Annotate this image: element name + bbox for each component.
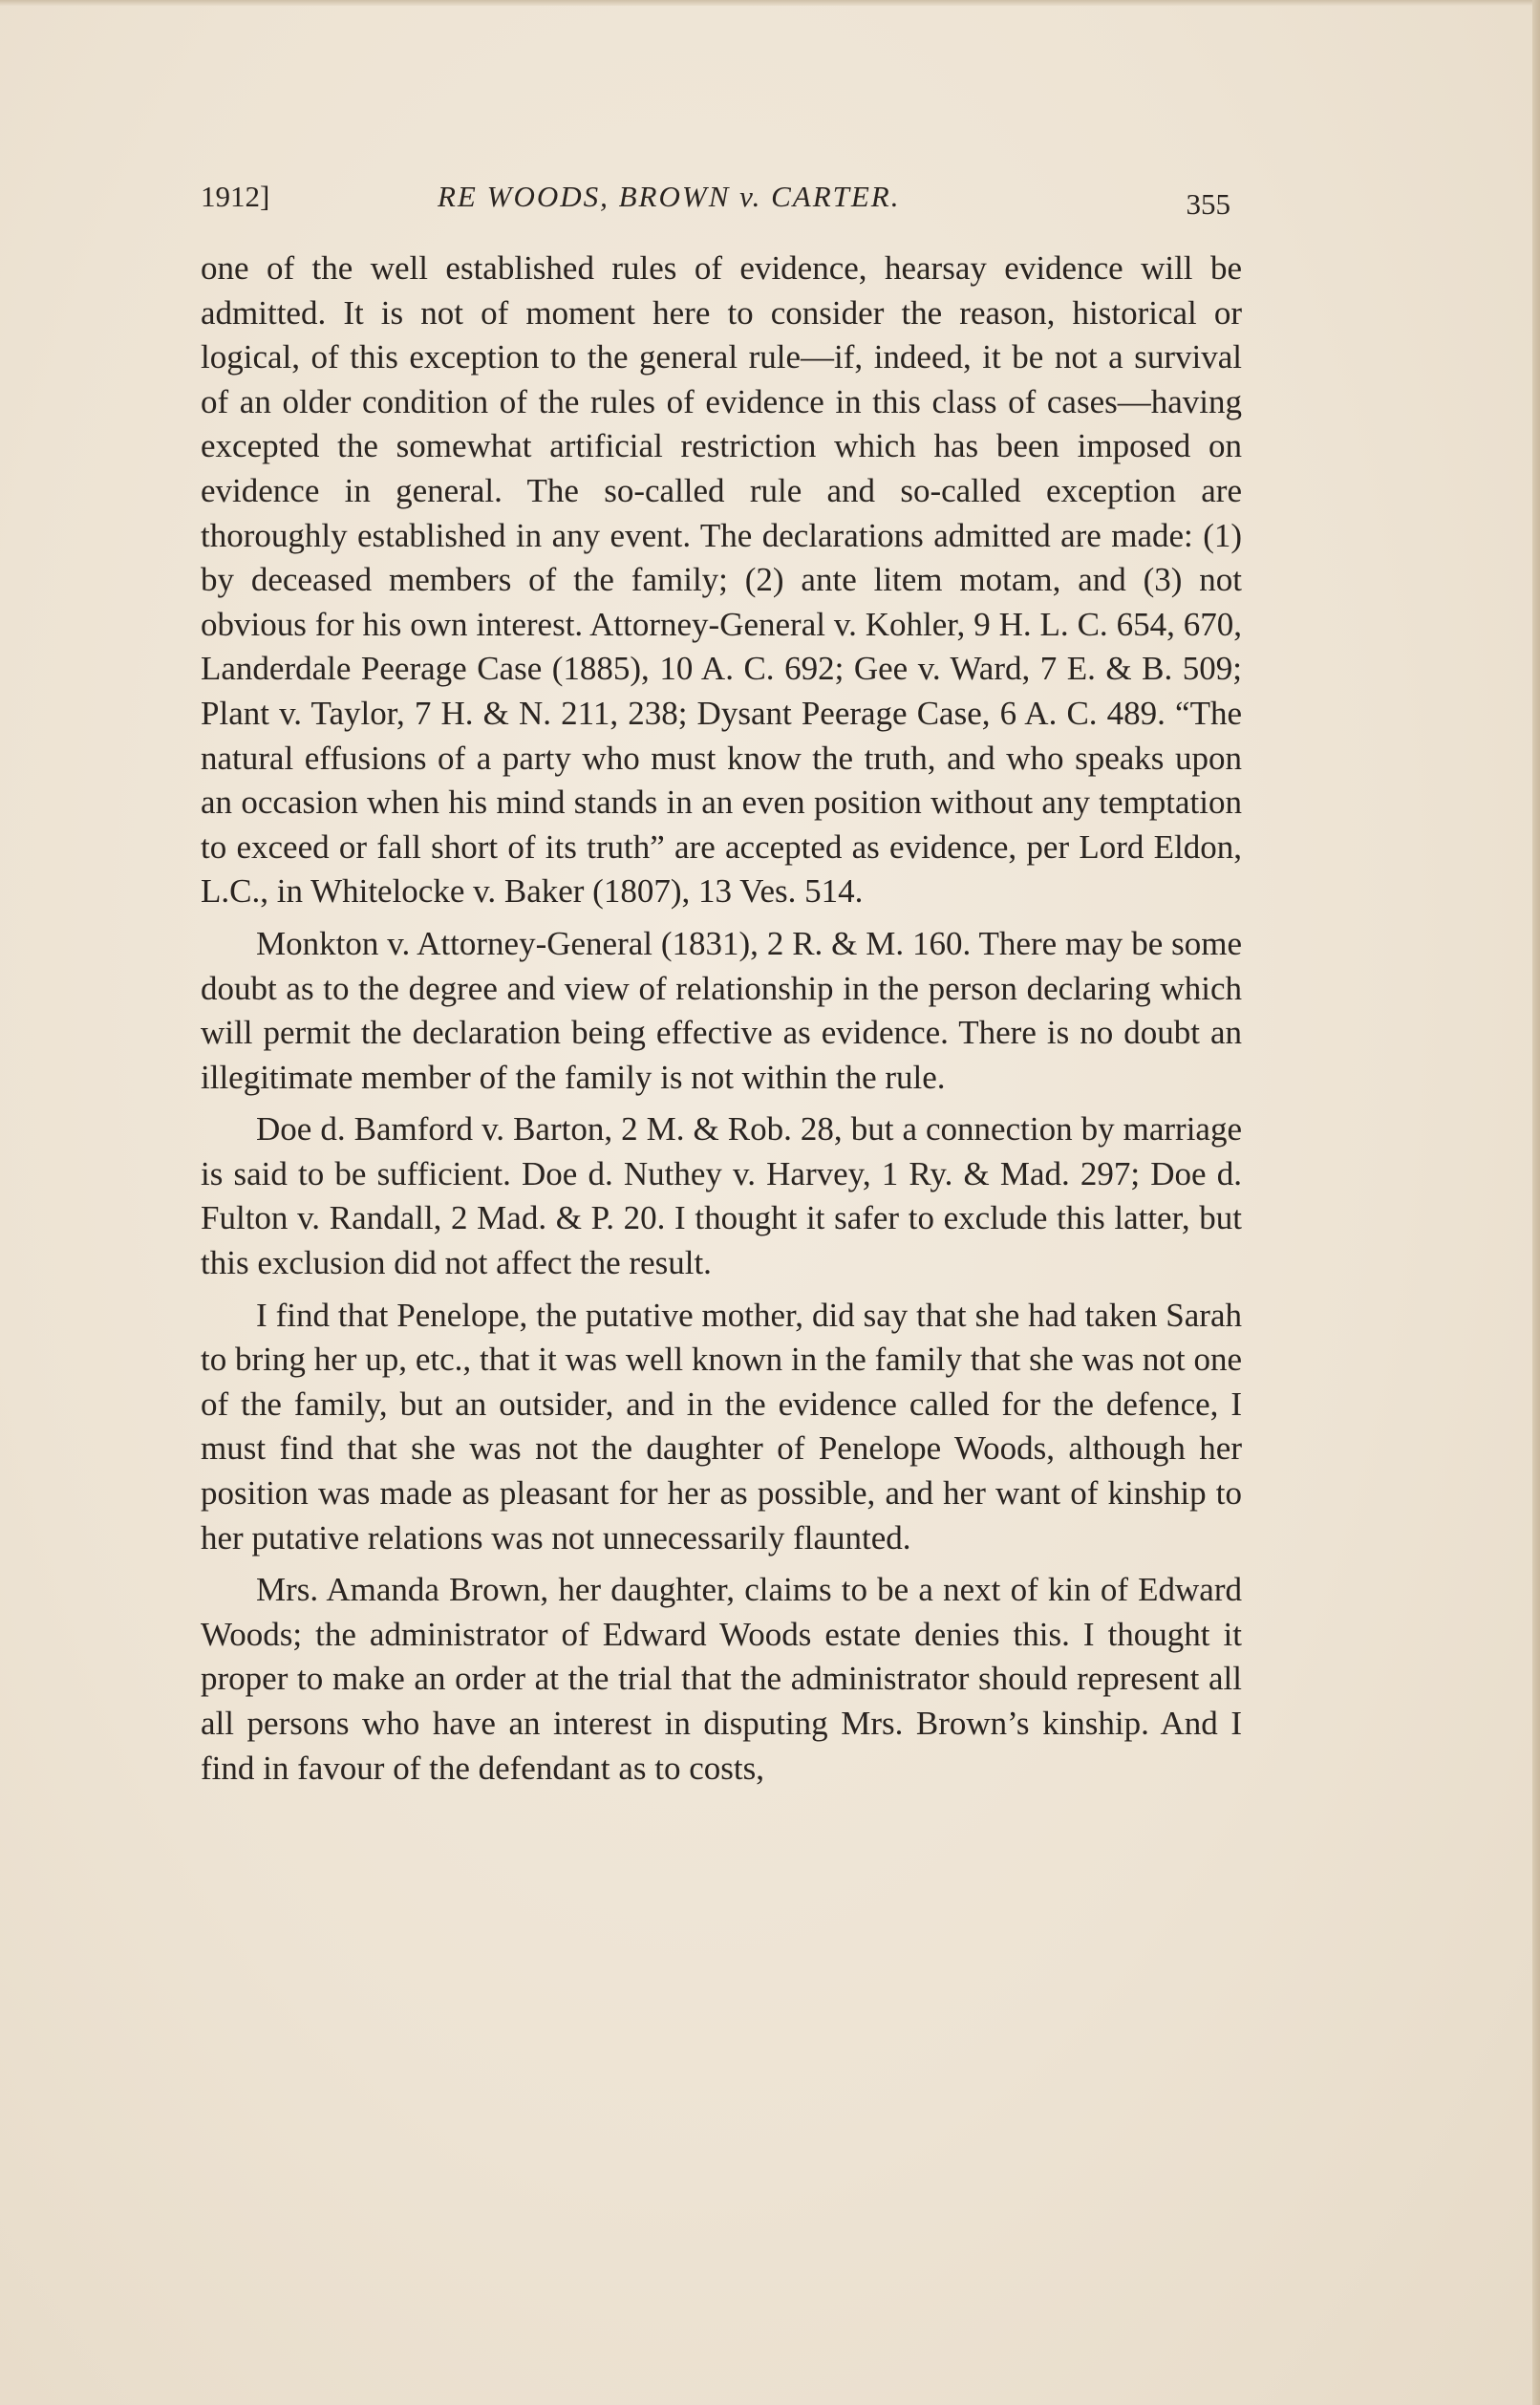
page-top-edge — [0, 0, 1540, 6]
paragraph-1: one of the well established rules of evidence, hearsay evidence will be admitted. It is not of moment here to consider the reason, historical or logical, of this exception to the general rule—if, indeed, it be not a survival of an older condition of the rules of evidence in this class of cases—having excepted the somewhat artificial restriction which has been imposed on evidence in general. The so-called rule and so-called exception are thoroughly established in any event. The declarations admitted are made: (1) by deceased members of the family; (2) ante litem motam, and (3) not obvious for his own interest. Attorney-General v. Kohler, 9 H. L. C. 654, 670, Landerdale Peerage Case (1885), 10 A. C. 692; Gee v. Ward, 7 E. & B. 509; Plant v. Taylor, 7 H. & N. 211, 238; Dysant Peerage Case, 6 A. C. 489. “The natural effusions of a party who must know the truth, and who speaks upon an occasion when his mind stands in an even position without any temptation to exceed or fall short of its truth” are accepted as evidence, per Lord Eldon, L.C., in Whitelocke v. Baker (1807), 13 Ves. 514. — [201, 249, 1242, 911]
running-head-year: 1912] — [201, 180, 270, 213]
running-head — [201, 174, 1230, 222]
page-right-edge — [1532, 0, 1540, 2405]
paragraph-3: Doe d. Bamford v. Barton, 2 M. & Rob. 28, but a connection by marriage is said to be sufficient. Doe d. Nuthey v. Harvey, 1 Ry. & Mad. 297; Doe d. Fulton v. Randall, 2 Mad. & P. 20. I thought it safer to exclude this latter, but this exclusion did not affect the result. — [201, 1110, 1242, 1282]
running-head-title: RE WOODS, BROWN v. CARTER. — [438, 180, 901, 213]
paragraph-5: Mrs. Amanda Brown, her daughter, claims to be a next of kin of Edward Woods; the administrator of Edward Woods estate denies this. I thought it proper to make an order at the trial that the administrator should represent all all persons who have an interest in disputing Mrs. Brown’s kinship. And I find in favour of the defendant as to costs, — [201, 1571, 1242, 1787]
paragraph-4: I find that Penelope, the putative mother, did say that she had taken Sarah to bring her up, etc., that it was well known in the family that she was not one of the family, but an outsider, and in the evidence called for the defence, I must find that she was not the daughter of Penelope Woods, although her position was made as pleasant for her as possible, and her want of kinship to her putative relations was not unnecessarily flaunted. — [201, 1296, 1242, 1557]
paragraph-2: Monkton v. Attorney-General (1831), 2 R. & M. 160. There may be some doubt as to the degree and view of relationship in the person declaring which will permit the declaration being effective as evidence. There is no doubt an illegitimate member of the family is not within the rule. — [201, 924, 1242, 1096]
page-number: 355 — [1186, 187, 1230, 221]
body-text — [201, 247, 1242, 1791]
